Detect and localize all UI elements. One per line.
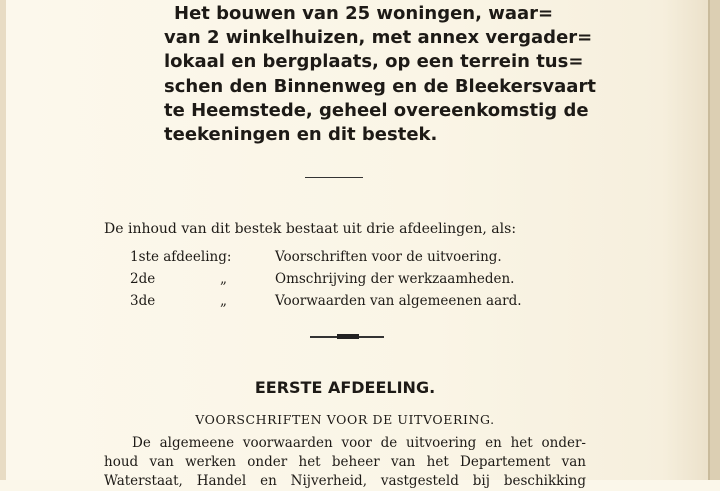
page-right-edge <box>710 0 720 480</box>
title-line: Het bouwen van 25 woningen, waar= <box>174 3 554 24</box>
section-description: Omschrijving der werkzaamheden. <box>275 271 515 287</box>
ditto-mark: „ <box>220 271 227 287</box>
title-line: van 2 winkelhuizen, met annex vergader= <box>164 27 593 49</box>
title-line: lokaal en bergplaats, op een terrein tus= <box>164 51 584 73</box>
title-line: te Heemstede, geheel overeenkomstig de <box>164 99 589 121</box>
section-description: Voorschriften voor de uitvoering. <box>275 249 502 265</box>
ornamental-rule-center <box>337 334 359 339</box>
title-line: teekeningen en dit bestek. <box>164 124 438 146</box>
section-number: 1ste afdeeling: <box>130 249 232 265</box>
project-description <box>164 2 594 147</box>
body-paragraph <box>104 434 586 491</box>
section-heading: EERSTE AFDEELING. <box>254 378 436 397</box>
section-description: Voorwaarden van algemeenen aard. <box>275 293 522 309</box>
body-line: houd van werken onder het beheer van het Departement van <box>104 454 586 470</box>
ditto-mark: „ <box>220 293 227 309</box>
page-left-edge <box>0 0 6 480</box>
body-line: Waterstaat, Handel en Nijverheid, vastgesteld bij beschikking <box>104 473 586 489</box>
contents-intro: De inhoud van dit bestek bestaat uit drie afdeelingen, als: <box>104 221 517 237</box>
section-subheading: VOORSCHRIFTEN VOOR DE UITVOERING. <box>195 412 495 427</box>
section-number: 3de <box>130 293 156 309</box>
body-line: De algemeene voorwaarden voor de uitvoering en het onder- <box>132 435 586 451</box>
divider-rule <box>305 177 363 178</box>
section-number: 2de <box>130 271 156 287</box>
title-line: schen den Binnenweg en de Bleekersvaart <box>164 75 596 97</box>
